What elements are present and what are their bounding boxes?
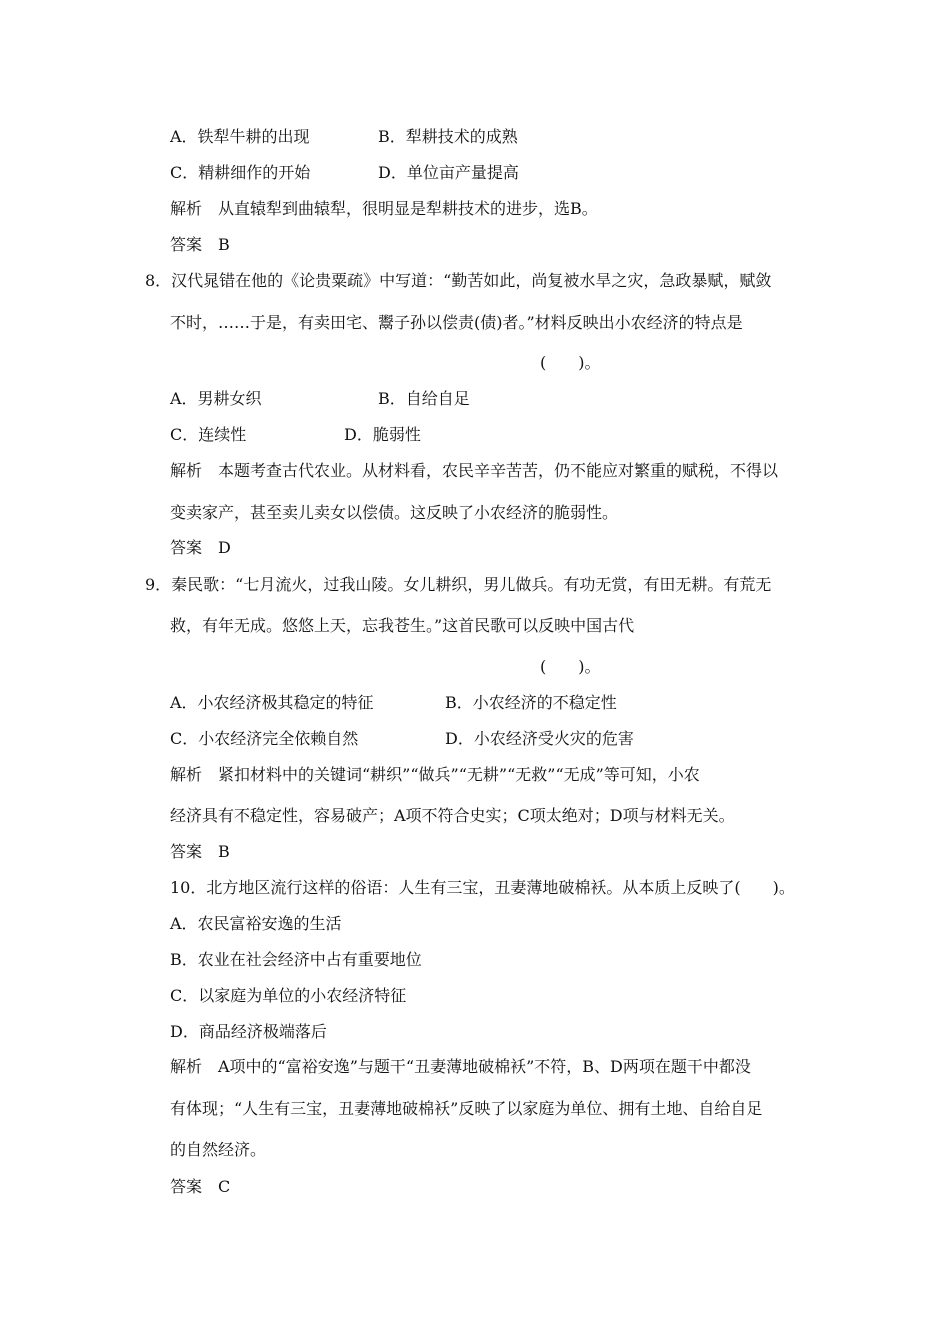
q8-stem-line2: 不时，……于是，有卖田宅、鬻子孙以偿责(债)者。”材料反映出小农经济的特点是 <box>170 313 743 332</box>
q9-answer-blank: ( )。 <box>540 657 601 676</box>
q7-option-a: A．铁犁牛耕的出现 <box>170 127 310 146</box>
q9-option-b: B．小农经济的不稳定性 <box>445 693 617 712</box>
q10-analysis-line3: 的自然经济。 <box>170 1140 267 1159</box>
q10-option-b: B．农业在社会经济中占有重要地位 <box>170 950 422 969</box>
q7-analysis: 解析 从直辕犁到曲辕犁，很明显是犁耕技术的进步，选B。 <box>170 199 598 218</box>
q10-option-c: C．以家庭为单位的小农经济特征 <box>170 986 407 1005</box>
q10-option-d: D．商品经济极端落后 <box>170 1022 327 1041</box>
q8-option-a: A．男耕女织 <box>170 389 262 408</box>
q7-option-c: C．精耕细作的开始 <box>170 163 311 182</box>
q9-analysis-line1: 解析 紧扣材料中的关键词“耕织”“做兵”“无耕”“无救”“无成”等可知，小农 <box>170 765 700 784</box>
q8-analysis-line1: 解析 本题考查古代农业。从材料看，农民辛辛苦苦，仍不能应对繁重的赋税，不得以 <box>170 461 779 480</box>
q10-option-a: A．农民富裕安逸的生活 <box>170 914 342 933</box>
q9-stem-line1: 9．秦民歌：“七月流火，过我山陵。女儿耕织，男儿做兵。有功无赏，有田无耕。有荒无 <box>145 575 772 594</box>
q7-option-b: B．犁耕技术的成熟 <box>378 127 518 146</box>
q8-option-c: C．连续性 <box>170 425 247 444</box>
q8-stem-line1: 8．汉代晁错在他的《论贵粟疏》中写道：“勤苦如此，尚复被水旱之灾，急政暴赋，赋敛 <box>145 271 772 290</box>
q10-answer: 答案 C <box>170 1177 231 1196</box>
q9-analysis-line2: 经济具有不稳定性，容易破产；A项不符合史实；C项太绝对；D项与材料无关。 <box>170 806 735 825</box>
q9-answer: 答案 B <box>170 842 230 861</box>
q8-option-b: B．自给自足 <box>378 389 470 408</box>
q8-answer-blank: ( )。 <box>540 353 601 372</box>
q8-option-d: D．脆弱性 <box>344 425 421 444</box>
q9-option-d: D．小农经济受火灾的危害 <box>445 729 634 748</box>
q8-answer: 答案 D <box>170 538 231 557</box>
q9-option-a: A．小农经济极其稳定的特征 <box>170 693 374 712</box>
q8-analysis-line2: 变卖家产，甚至卖儿卖女以偿债。这反映了小农经济的脆弱性。 <box>170 503 619 522</box>
q10-stem: 10．北方地区流行这样的俗语：人生有三宝，丑妻薄地破棉袄。从本质上反映了( )。 <box>170 878 795 897</box>
q7-option-d: D．单位亩产量提高 <box>378 163 519 182</box>
q10-analysis-line1: 解析 A项中的“富裕安逸”与题干“丑妻薄地破棉袄”不符，B、D两项在题干中都没 <box>170 1057 751 1076</box>
q9-option-c: C．小农经济完全依赖自然 <box>170 729 359 748</box>
q7-answer: 答案 B <box>170 235 230 254</box>
q9-stem-line2: 救，有年无成。悠悠上天，忘我苍生。”这首民歌可以反映中国古代 <box>170 616 635 635</box>
q10-analysis-line2: 有体现；“人生有三宝，丑妻薄地破棉袄”反映了以家庭为单位、拥有土地、自给自足 <box>170 1099 763 1118</box>
